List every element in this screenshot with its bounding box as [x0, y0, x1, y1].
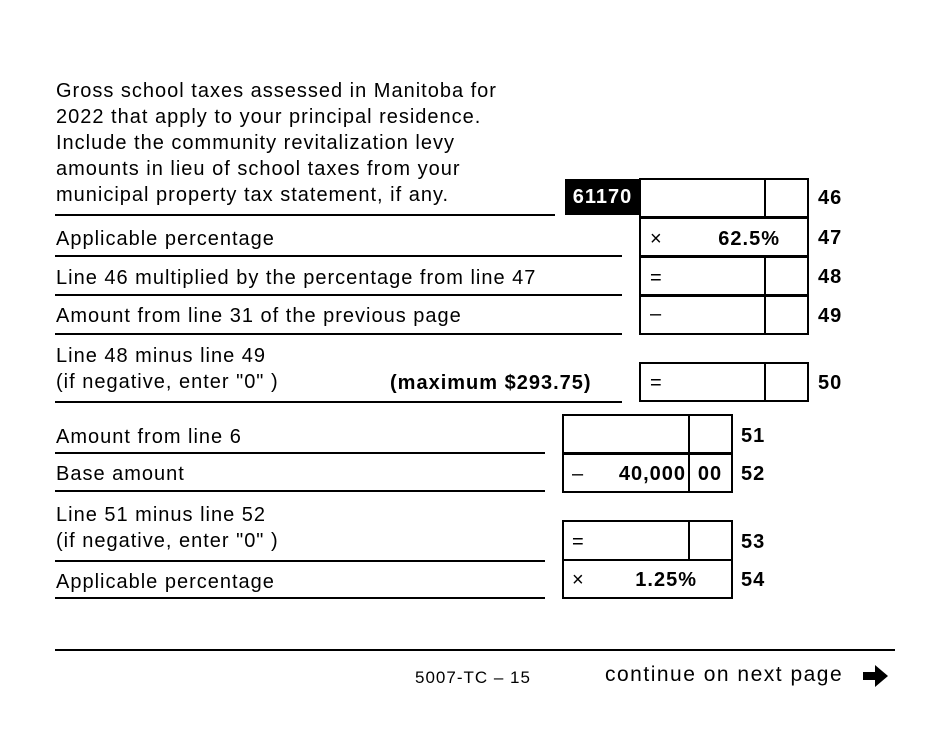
line-50-maximum: (maximum $293.75): [390, 372, 592, 394]
line-53-underline: [55, 560, 545, 562]
intro-line-5: municipal property tax statement, if any.: [56, 184, 450, 206]
line-number-47: 47: [818, 227, 843, 249]
line-49-cents-divider: [764, 295, 766, 335]
form-page-number: 5007-TC – 15: [415, 668, 531, 687]
right-arrow-icon: [861, 664, 889, 688]
line-48-underline: [55, 294, 622, 296]
line-number-49: 49: [818, 305, 843, 327]
line-53-label-2: (if negative, enter "0" ): [56, 530, 279, 552]
line-54-underline: [55, 597, 545, 599]
line-number-50: 50: [818, 372, 843, 394]
line-50-cents-divider: [764, 362, 766, 402]
field-code-61170: 61170: [565, 179, 640, 215]
line-number-51: 51: [741, 425, 766, 447]
line-50-input[interactable]: [639, 362, 809, 402]
line-49-operator: –: [650, 303, 662, 325]
line-50-label-1: Line 48 minus line 49: [56, 345, 267, 367]
line-50-underline: [55, 401, 622, 403]
line-48-operator: =: [650, 267, 662, 289]
line-49-label: Amount from line 31 of the previous page: [56, 305, 462, 327]
intro-line-2: 2022 that apply to your principal residence.: [56, 106, 482, 128]
line-50-label-2: (if negative, enter "0" ): [56, 371, 279, 393]
line-49-underline: [55, 333, 622, 335]
line-51-cents-divider: [688, 414, 690, 454]
line-54-value: 1.25%: [635, 569, 697, 591]
footer-rule: [55, 649, 895, 651]
line-number-52: 52: [741, 463, 766, 485]
intro-line-1: Gross school taxes assessed in Manitoba for: [56, 80, 497, 102]
line-54-label: Applicable percentage: [56, 571, 275, 593]
line-number-53: 53: [741, 531, 766, 553]
continue-next-page: continue on next page: [605, 663, 844, 686]
intro-line-4: amounts in lieu of school taxes from your: [56, 158, 461, 180]
line-54-operator: ×: [572, 569, 584, 591]
line-48-cents-divider: [764, 256, 766, 296]
intro-line-3: Include the community revitalization levy: [56, 132, 455, 154]
line-52-cents: 00: [697, 463, 723, 485]
line-53-label-1: Line 51 minus line 52: [56, 504, 267, 526]
line-49-input[interactable]: [639, 295, 809, 335]
line-52-operator: –: [572, 463, 584, 485]
line-52-dollars: 40,000: [618, 463, 686, 485]
line-number-54: 54: [741, 569, 766, 591]
line-53-input[interactable]: [562, 520, 733, 561]
line-51-label: Amount from line 6: [56, 426, 242, 448]
line-47-operator: ×: [650, 228, 662, 250]
line-47-underline: [55, 255, 622, 257]
line-53-operator: =: [572, 531, 584, 553]
line-46-input[interactable]: [639, 178, 809, 218]
line-48-label: Line 46 multiplied by the percentage from line 47: [56, 267, 537, 289]
line-50-operator: =: [650, 372, 662, 394]
line-53-cents-divider: [688, 520, 690, 561]
line-52-underline: [55, 490, 545, 492]
line-number-46: 46: [818, 187, 843, 209]
line-47-value: 62.5%: [718, 228, 780, 250]
line-51-underline: [55, 452, 545, 454]
intro-underline: [55, 214, 555, 216]
line-51-input[interactable]: [562, 414, 733, 454]
line-47-label: Applicable percentage: [56, 228, 275, 250]
line-46-cents-divider: [764, 178, 766, 218]
line-48-input[interactable]: [639, 256, 809, 296]
line-52-label: Base amount: [56, 463, 185, 485]
line-number-48: 48: [818, 266, 843, 288]
